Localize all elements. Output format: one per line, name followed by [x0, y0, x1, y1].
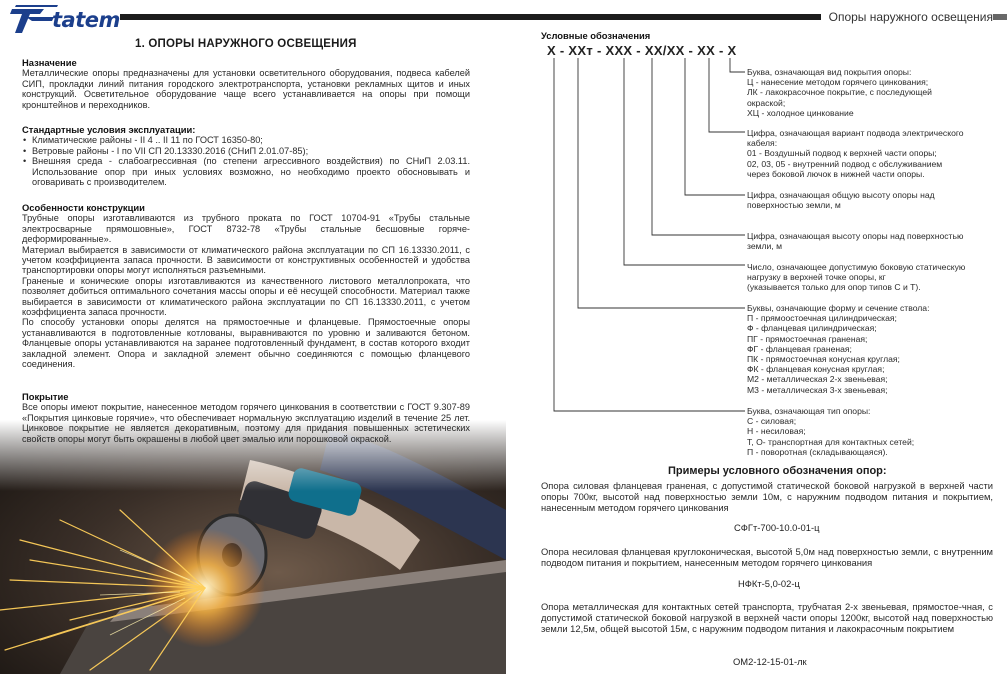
legend-note-total-height — [747, 190, 987, 210]
example-3-text: Опора металлическая для контактных сетей транспорта, трубчатая 2-х звеньевая, прямостое-чная, с допустимой статической боковой нагрузкой в верхней части опоры 1200кг, высотой над поверхностью земли 12,5м, общей высотой 15м, с наружним подводом питания и лакокрасочным покрытием — [541, 601, 993, 635]
note-line: М3 - металлическая 3-х звеньевая; — [747, 384, 888, 395]
coating-heading: Покрытие — [22, 391, 69, 402]
example-2-text: Опора несиловая фланцевая круглоконическая, высотой 5,0м над поверхностью земли, с внутренним подводом питания и покрытием, нанесенным методом горячего цинкования — [541, 546, 993, 569]
note-line: ПК - прямостоечная конусная круглая; — [747, 354, 900, 365]
example-3-code: ОМ2-12-15-01-лк — [733, 656, 807, 667]
purpose-block — [22, 58, 470, 110]
grinder-sparks-photo — [0, 420, 506, 674]
note-line: С - силовая; — [747, 416, 797, 427]
section-title: 1. ОПОРЫ НАРУЖНОГО ОСВЕЩЕНИЯ — [135, 38, 357, 50]
design-heading: Особенности конструкции — [22, 202, 145, 213]
note-line: Буква, означающая тип опоры: — [747, 406, 871, 416]
note-line: поверхностью земли, м — [747, 200, 841, 211]
note-line: Н - несиловая; — [747, 426, 806, 437]
note-line: ХЦ - холодное цинкование — [747, 107, 854, 118]
note-line: Цифра, означающая высоту опоры над поверхностью — [747, 231, 964, 241]
note-line: через боковой лючок в нижней части опоры. — [747, 168, 925, 179]
legend-connector-lines — [540, 55, 750, 420]
note-line: ФГ - фланцевая граненая; — [747, 343, 852, 354]
note-line: (указывается только для опор типов С и Т). — [747, 282, 921, 293]
design-paragraph: По способу установки опоры делятся на прямостоечные и фланцевые. Прямостоечные опоры устанавливаются в подготовленные котлованы, выравниваются по уровню и заливаются бетоном. Фланцевые опоры устанавливаются на заранее подготовленный фундамент, в состав которого входит закладной элемент. Опора и закладной элемент обычно соединяются с помощью фланцевого соединения. — [22, 317, 470, 370]
coating-block — [22, 392, 470, 444]
catalog-section-label: Опоры наружного освещения — [821, 10, 993, 24]
coating-text: Все опоры имеют покрытие, нанесенное методом горячего цинкования в соответствии с ГОСТ 9.307-89 «Покрытия цинковые горячие», что обеспечивает нормальную эксплуатацию изделий в течение 25 лет. Цинковое покрытие не является декоративным, поэтому для придания повышенных эстетических свойств опоры могут быть окрашены в любой цвет эмалью или порошковой окраской. — [22, 402, 470, 444]
note-line: Цифра, означающая общую высоту опоры над — [747, 190, 935, 200]
note-line: Буква, означающая вид покрытия опоры: — [747, 67, 912, 77]
note-line: Цифра, означающая вариант подвода электрического — [747, 128, 964, 138]
purpose-heading: Назначение — [22, 57, 77, 68]
examples-title: Примеры условного обозначения опор: — [668, 465, 887, 477]
list-item: • Внешняя среда - слабоагрессивная (по степени агрессивного воздействия) по СНиП 2.03.11. Использование опор при иных условиях возможно, но необходимо проекто обосновывать и оговаривать с производителем. — [32, 156, 470, 187]
design-paragraph: Трубные опоры изготавливаются из трубного проката по ГОСТ 10704-91 «Трубы стальные электросварные прямошовные», ГОСТ 8732-78 «Трубы стальные бесшовные горяче-деформированные». — [22, 213, 470, 245]
note-line: ЛК - лакокрасочное покрытие, с последующей — [747, 87, 932, 98]
example-1-text: Опора силовая фланцевая граненая, с допустимой статической боковой нагрузкой в верхней части опоры 700кг, высотой над поверхностью земли 10м, с наружним подводом питания и покрытием, нанесенным методом горячего цинкования — [541, 480, 993, 514]
legend-note-height — [747, 231, 987, 251]
note-line: нагрузку в верхней точке опоры, кг — [747, 272, 886, 283]
note-line: Ц - нанесение методом горячего цинкования; — [747, 77, 929, 88]
note-line: П - прямоостоечная цилиндрическая; — [747, 313, 897, 324]
legend-title: Условные обозначения — [541, 30, 651, 41]
legend-note-cable — [747, 128, 987, 179]
designation-pattern: Х - ХХт - ХХХ - ХХ/ХХ - ХХ - Х — [547, 43, 737, 58]
legend-note-coating — [747, 67, 987, 118]
design-paragraph: Материал выбирается в зависимости от климатического района эксплуатации по СП 16.13330.2011, с учетом коэффициента запаса прочности. В зависимости от конструктивных особенностей и удобства транспортировки опоры могут исполняться разъемными. — [22, 244, 470, 276]
conditions-heading: Стандартные условия эксплуатации: — [22, 124, 196, 135]
note-line: окраской; — [747, 97, 786, 108]
note-line: ФК - фланцевая конусная круглая; — [747, 364, 885, 375]
note-line: Буквы, означающие форму и сечение ствола: — [747, 303, 930, 313]
list-item: • Ветровые районы - I по VII СП 20.13330.2016 (СНиП 2.01.07-85); — [32, 146, 470, 156]
logo-text: tatem — [52, 8, 120, 32]
legend-note-load — [747, 262, 987, 293]
note-line: земли, м — [747, 241, 783, 252]
note-line: 01 - Воздушный подвод к верхней части опоры; — [747, 148, 937, 159]
note-line: 02, 03, 05 - внутренний подвод с обслуживанием — [747, 158, 943, 169]
list-item: • Климатические районы - II 4 .. II 11 по ГОСТ 16350-80; — [32, 135, 470, 145]
note-line: Ф - фланцевая цилиндрическая; — [747, 323, 877, 334]
example-1-code: СФГт-700-10.0-01-ц — [734, 522, 820, 533]
purpose-text: Металлические опоры предназначены для установки осветительного оборудования, подвеса кабелей СИП, прокладки линий питания городского электротранспорта, установки рекламных щитов и иных конструкций. Осветительное оборудование чаще всего устанавливается на опоры при помощи кронштейнов и переходников. — [22, 68, 470, 110]
example-2-code: НФКт-5,0-02-ц — [738, 578, 800, 589]
design-paragraph: Граненые и конические опоры изготавливаются из качественного листового металлопроката, что позволяет добиться оптимального сочетания массы опоры и её несущей способности. Материал также выбирается в зависимости от климатического района эксплуатации по СП 16.13330.2011, с учетом коэффициента запаса прочности. — [22, 275, 470, 318]
note-line: М2 - металлическая 2-х звеньевая; — [747, 374, 888, 385]
note-line: кабеля: — [747, 138, 778, 149]
conditions-block — [22, 125, 470, 187]
note-line: Т, О- транспортная для контактных сетей; — [747, 436, 915, 447]
legend-note-shape — [747, 303, 987, 395]
note-line: П - поворотная (складывающаяся). — [747, 446, 888, 457]
header-bar — [120, 14, 820, 20]
note-line: ПГ - прямостоечная граненая; — [747, 333, 868, 344]
conditions-list — [22, 135, 470, 187]
design-block — [22, 203, 470, 370]
note-line: Число, означающее допустимую боковую статическую — [747, 262, 966, 272]
legend-note-type — [747, 406, 987, 457]
